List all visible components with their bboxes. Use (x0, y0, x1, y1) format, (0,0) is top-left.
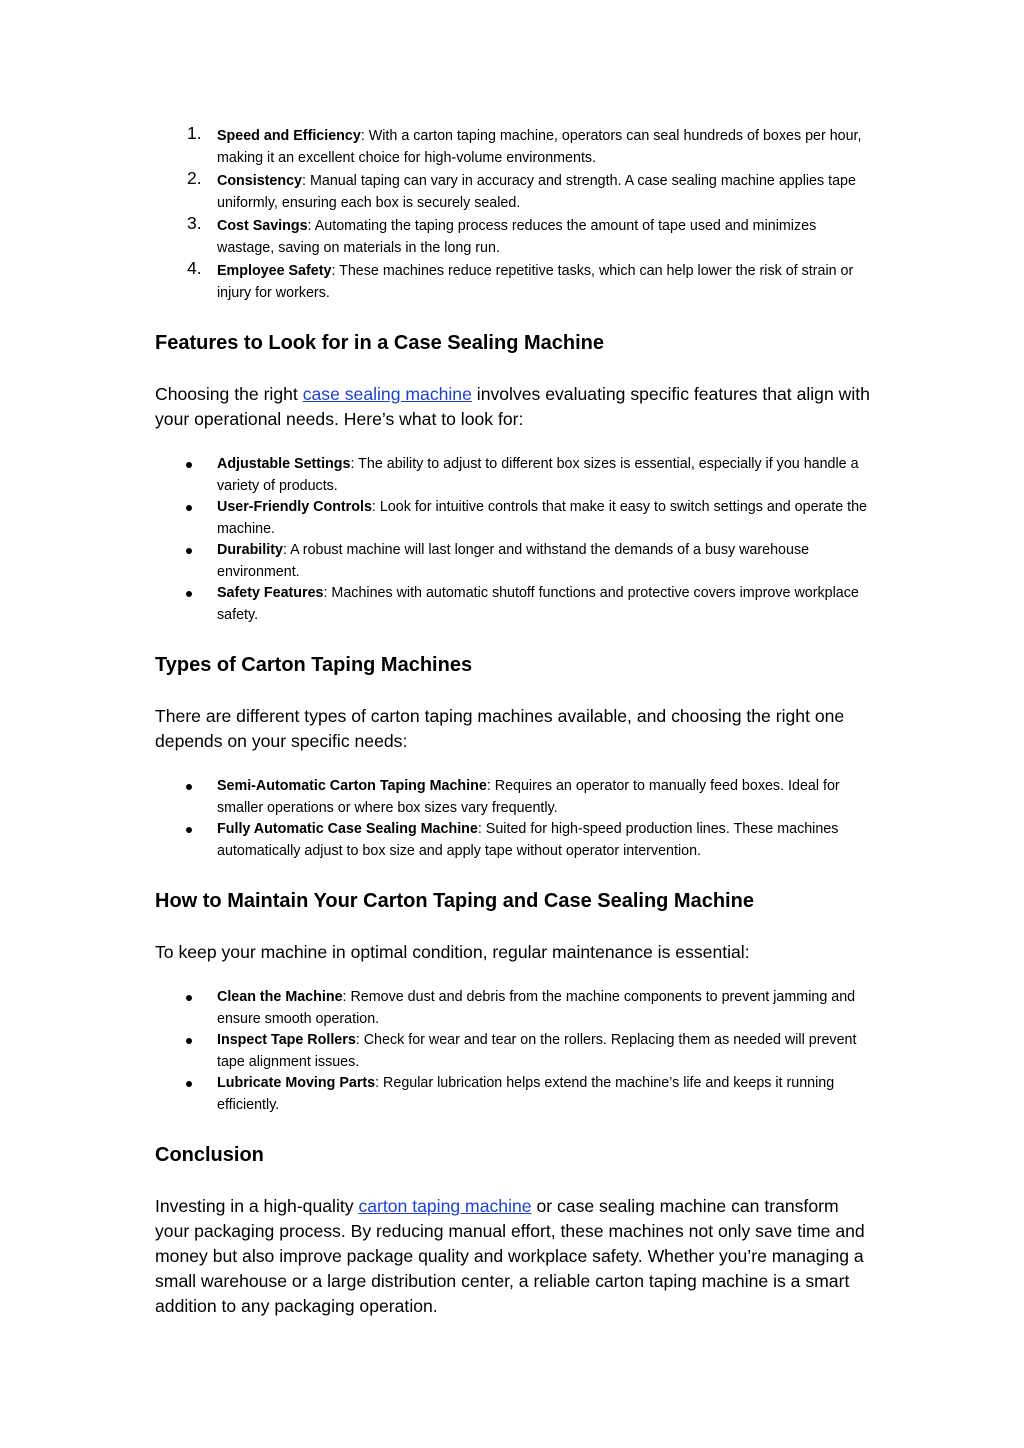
list-number: 4. (187, 258, 202, 278)
item-term: Cost Savings (217, 218, 308, 234)
bullet-icon (186, 784, 192, 790)
benefits-list (155, 123, 873, 304)
features-intro (155, 382, 873, 432)
item-description: : The ability to adjust to different box sizes is essential, especially if you handle a variety of products. (217, 456, 859, 494)
item-description: : Check for wear and tear on the rollers. Replacing them as needed will prevent tape alignment issues. (217, 1032, 857, 1070)
item-term: Fully Automatic Case Sealing Machine (217, 821, 478, 837)
maintain-heading: How to Maintain Your Carton Taping and Case Sealing Machine (155, 890, 754, 912)
list-item (155, 454, 873, 497)
list-item (155, 987, 873, 1030)
item-term: Consistency (217, 173, 303, 189)
item-description: : Manual taping can vary in accuracy and strength. A case sealing machine applies tape uniformly, ensuring each box is securely sealed. (217, 173, 856, 211)
item-term: Adjustable Settings (217, 456, 351, 472)
list-number: 3. (187, 213, 202, 233)
item-description: : Look for intuitive controls that make it easy to switch settings and operate the machine. (217, 499, 867, 537)
item-term: Speed and Efficiency (217, 128, 361, 144)
list-item (155, 776, 873, 819)
list-item (155, 819, 873, 862)
features-intro-text: Choosing the right (155, 384, 303, 404)
conclusion-text (155, 1194, 873, 1319)
bullet-icon (186, 591, 192, 597)
list-item (155, 497, 873, 540)
item-description: : Requires an operator to manually feed boxes. Ideal for smaller operations or where box sizes vary frequently. (217, 778, 840, 816)
list-item (155, 540, 873, 583)
item-term: Employee Safety (217, 263, 332, 279)
list-item (155, 583, 873, 626)
item-description: : These machines reduce repetitive tasks, which can help lower the risk of strain or injury for workers. (217, 263, 854, 301)
bullet-icon (186, 462, 192, 468)
features-list (155, 454, 873, 626)
item-term: Clean the Machine (217, 989, 343, 1005)
list-item (155, 258, 873, 304)
item-description: : Machines with automatic shutoff functions and protective covers improve workplace safety. (217, 585, 859, 623)
bullet-icon (186, 548, 192, 554)
list-item (155, 1073, 873, 1116)
list-item (155, 123, 873, 169)
item-term: Semi-Automatic Carton Taping Machine (217, 778, 487, 794)
item-description: : Suited for high-speed production lines. These machines automatically adjust to box size and apply tape without operator intervention. (217, 821, 839, 859)
item-description: : With a carton taping machine, operators can seal hundreds of boxes per hour, making it an excellent choice for high-volume environments. (217, 128, 862, 166)
maintain-intro: To keep your machine in optimal condition, regular maintenance is essential: (155, 942, 750, 962)
bullet-icon (186, 505, 192, 511)
list-item (155, 213, 873, 259)
item-description: : A robust machine will last longer and withstand the demands of a busy warehouse environment. (217, 542, 810, 580)
features-intro-text-after: involves evaluating specific features that align with your operational needs. Here’s what to look for: (155, 384, 870, 429)
list-number: 2. (187, 168, 202, 188)
item-description: : Regular lubrication helps extend the machine’s life and keeps it running efficiently. (217, 1075, 835, 1113)
list-item (155, 1030, 873, 1073)
item-term: Inspect Tape Rollers (217, 1032, 356, 1048)
item-term: Lubricate Moving Parts (217, 1075, 376, 1091)
conclusion-heading: Conclusion (155, 1144, 264, 1166)
item-term: Durability (217, 542, 283, 558)
item-term: User-Friendly Controls (217, 499, 372, 515)
item-description: : Remove dust and debris from the machine components to prevent jamming and ensure smooth operation. (217, 989, 856, 1027)
document-page (155, 123, 873, 1319)
list-number: 1. (187, 123, 202, 143)
list-item (155, 168, 873, 214)
bullet-icon (186, 995, 192, 1001)
features-heading: Features to Look for in a Case Sealing Machine (155, 332, 604, 354)
item-description: : Automating the taping process reduces the amount of tape used and minimizes wastage, saving on materials in the long run. (217, 218, 817, 256)
bullet-icon (186, 1081, 192, 1087)
bullet-icon (186, 827, 192, 833)
item-term: Safety Features (217, 585, 324, 601)
types-intro: There are different types of carton taping machines available, and choosing the right one depends on your specific needs: (155, 706, 845, 751)
case-sealing-machine-link[interactable]: case sealing machine (302, 384, 472, 404)
maintain-list (155, 987, 873, 1116)
bullet-icon (186, 1038, 192, 1044)
carton-taping-machine-link[interactable]: carton taping machine (358, 1196, 532, 1216)
types-list (155, 776, 873, 862)
conclusion-text-before: Investing in a high-quality (155, 1196, 359, 1216)
conclusion-text-after: or case sealing machine can transform your packaging process. By reducing manual effort, these machines not only save time and money but also improve package quality and workplace safety. Whether you’re managing a small warehouse or a large distribution center, a reliable carton taping machine is a smart addition to any packaging operation. (155, 1196, 865, 1316)
types-heading: Types of Carton Taping Machines (155, 654, 473, 676)
